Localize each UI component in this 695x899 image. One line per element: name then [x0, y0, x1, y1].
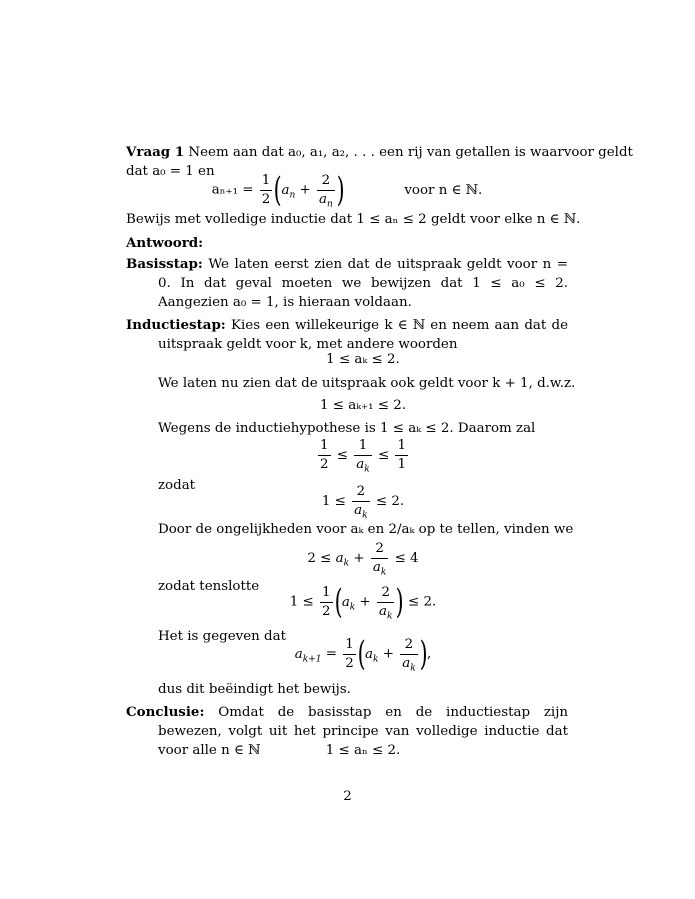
question-line-2: dat a₀ = 1 en: [126, 164, 215, 179]
inductive-step-intro: Kies een willekeurige k ∈ ℕ en neem aan dat de uitspraak geldt voor k, met andere woorden: [158, 318, 568, 352]
text-het-is-gegeven: Het is gegeven dat: [158, 629, 286, 644]
recurrence-condition: voor n ∈ ℕ.: [404, 182, 483, 198]
equation-sum: $2 \le a_k$ + $\frac{2}{a_k}$ ≤ 4: [307, 541, 419, 578]
text-end-of-proof: dus dit beëindigt het bewijs.: [158, 682, 351, 697]
equation-conclusion: 1 ≤ aₙ ≤ 2.: [325, 743, 401, 758]
base-step-paragraph: [126, 255, 568, 312]
question-label: Vraag 1: [126, 144, 185, 160]
equation-claim: 1 ≤ aₖ₊₁ ≤ 2.: [319, 398, 407, 413]
text-zodat-1: zodat: [158, 478, 196, 493]
fraction-half: $\frac{1}{2}$: [261, 172, 271, 207]
base-step-label: Basisstap:: [126, 256, 203, 272]
page-number: 2: [343, 789, 352, 804]
inductive-step-label: Inductiestap:: [126, 317, 226, 333]
inductive-step-paragraph: [126, 316, 568, 354]
inductive-step-add-text: Door de ongelijkheden voor aₖ en 2/aₖ op te tellen, vinden we: [158, 522, 574, 537]
question-line-1: [126, 143, 633, 162]
equation-hypothesis: 1 ≤ aₖ ≤ 2.: [326, 352, 400, 367]
inductive-step-claim: We laten nu zien dat de uitspraak ook geldt voor k + 1, d.w.z.: [158, 376, 576, 391]
conclusion-label: Conclusie:: [126, 704, 205, 720]
text-zodat-tenslotte: zodat tenslotte: [158, 579, 260, 594]
equation-reciprocal: $\frac{1}{2}$ ≤ $\frac{1}{a_k}$ ≤ $\frac{1}{1}$: [320, 438, 406, 475]
base-step-text: We laten eerst zien dat de uitspraak geldt voor n = 0. In dat geval moeten we bewijzen dat 1 ≤ a₀ ≤ 2. Aangezien a₀ = 1, is hieraan voldaan.: [158, 257, 568, 310]
recurrence-equation: aₙ₊₁ = $\frac{1}{2}$ ($a_n$ + $\frac{2}{a_n}$ ) voor n ∈ ℕ.: [211, 170, 483, 210]
question-prove: Bewijs met volledige inductie dat 1 ≤ aₙ ≤ 2 geldt voor elke n ∈ ℕ.: [126, 212, 581, 227]
inductive-step-hypothesis-text: Wegens de inductiehypothese is 1 ≤ aₖ ≤ 2. Daarom zal: [158, 421, 536, 436]
equation-final-bound: 1 ≤ $\frac{1}{2}$ ($a_k$ + $\frac{2}{a_k}$ ) ≤ 2.: [289, 582, 437, 622]
conclusion-text: Omdat de basisstap en de inductiestap zijn bewezen, volgt uit het principe van volledige inductie dat voor alle n ∈ ℕ: [158, 705, 568, 758]
answer-heading: Antwoord:: [126, 235, 204, 251]
fraction-two-over-an: $\frac{2}{a_n}$: [319, 172, 333, 210]
recurrence-lhs: aₙ₊₁ =: [211, 182, 254, 198]
question-text-1: Neem aan dat a₀, a₁, a₂, . . . een rij van getallen is waarvoor geldt: [188, 145, 633, 160]
equation-two-over-ak: 1 ≤ $\frac{2}{a_k}$ ≤ 2.: [321, 484, 405, 521]
equation-given: $a_{k+1}$ = $\frac{1}{2}$ ($a_k$ + $\frac{2}{a_k}$ ),: [294, 634, 432, 674]
